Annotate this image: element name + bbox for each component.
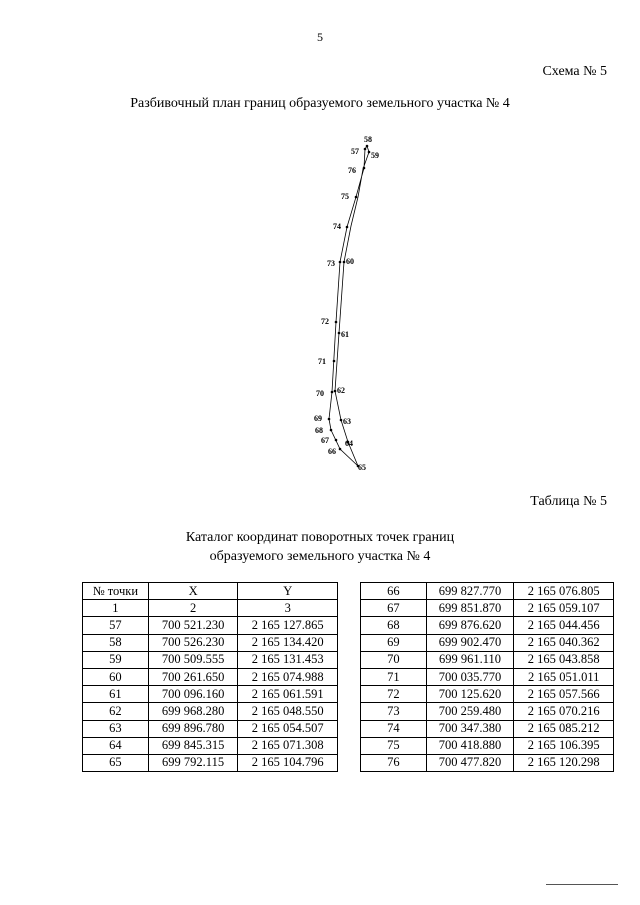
- point-58: [366, 145, 369, 148]
- point-number-cell: 69: [361, 634, 427, 651]
- coordinates-table-right: [360, 582, 614, 772]
- point-number-cell: 74: [361, 720, 427, 737]
- column-number: 3: [238, 600, 338, 617]
- point-label: 70: [316, 389, 324, 398]
- x-coordinate-cell: 700 035.770: [426, 668, 514, 685]
- point-number-cell: 59: [83, 651, 149, 668]
- point-label: 67: [321, 436, 329, 445]
- y-coordinate-cell: 2 165 120.298: [514, 754, 614, 771]
- header-x: X: [148, 583, 238, 600]
- table-row: [361, 703, 614, 720]
- table-row: [83, 754, 338, 771]
- point-68: [330, 429, 333, 432]
- point-label: 69: [314, 414, 322, 423]
- x-coordinate-cell: 700 521.230: [148, 617, 238, 634]
- header-point-number: № точки: [83, 583, 149, 600]
- point-number-cell: 57: [83, 617, 149, 634]
- point-label: 76: [348, 166, 356, 175]
- point-number-cell: 70: [361, 651, 427, 668]
- table-label: Таблица № 5: [530, 494, 607, 509]
- x-coordinate-cell: 699 876.620: [426, 617, 514, 634]
- y-coordinate-cell: 2 165 104.796: [238, 754, 338, 771]
- point-number-cell: 76: [361, 754, 427, 771]
- x-coordinate-cell: 699 902.470: [426, 634, 514, 651]
- point-number-cell: 62: [83, 703, 149, 720]
- point-72: [335, 321, 338, 324]
- y-coordinate-cell: 2 165 061.591: [238, 686, 338, 703]
- x-coordinate-cell: 699 968.280: [148, 703, 238, 720]
- y-coordinate-cell: 2 165 044.456: [514, 617, 614, 634]
- table-row: [83, 686, 338, 703]
- coordinates-table-left: [82, 582, 338, 772]
- y-coordinate-cell: 2 165 054.507: [238, 720, 338, 737]
- point-label: 64: [345, 439, 353, 448]
- header-y: Y: [238, 583, 338, 600]
- point-number-cell: 66: [361, 583, 427, 600]
- table-row: [361, 737, 614, 754]
- point-label: 66: [328, 447, 336, 456]
- point-number-cell: 60: [83, 668, 149, 685]
- y-coordinate-cell: 2 165 070.216: [514, 703, 614, 720]
- point-number-cell: 67: [361, 600, 427, 617]
- x-coordinate-cell: 699 896.780: [148, 720, 238, 737]
- point-number-cell: 64: [83, 737, 149, 754]
- table-row: [83, 668, 338, 685]
- x-coordinate-cell: 699 851.870: [426, 600, 514, 617]
- x-coordinate-cell: 700 418.880: [426, 737, 514, 754]
- point-75: [355, 196, 358, 199]
- x-coordinate-cell: 700 509.555: [148, 651, 238, 668]
- point-number-cell: 63: [83, 720, 149, 737]
- table-row: [83, 634, 338, 651]
- x-coordinate-cell: 700 477.820: [426, 754, 514, 771]
- point-label: 73: [327, 259, 335, 268]
- table-column-numbers-row: [83, 600, 338, 617]
- point-number-cell: 75: [361, 737, 427, 754]
- x-coordinate-cell: 700 096.160: [148, 686, 238, 703]
- table-row: [361, 651, 614, 668]
- point-label: 58: [364, 135, 372, 144]
- point-57: [364, 148, 367, 151]
- point-74: [346, 226, 349, 229]
- table-row: [361, 686, 614, 703]
- column-number: 1: [83, 600, 149, 617]
- y-coordinate-cell: 2 165 071.308: [238, 737, 338, 754]
- point-label: 71: [318, 357, 326, 366]
- point-69: [328, 418, 331, 421]
- point-60: [343, 261, 346, 264]
- point-label: 60: [346, 257, 354, 266]
- scheme-label: Схема № 5: [542, 64, 607, 79]
- point-label: 57: [351, 147, 359, 156]
- y-coordinate-cell: 2 165 106.395: [514, 737, 614, 754]
- column-number: 2: [148, 600, 238, 617]
- table-row: [361, 583, 614, 600]
- y-coordinate-cell: 2 165 059.107: [514, 600, 614, 617]
- point-59: [368, 151, 371, 154]
- table-row: [361, 617, 614, 634]
- point-62: [334, 390, 337, 393]
- table-row: [83, 737, 338, 754]
- catalog-title: [0, 528, 640, 566]
- point-61: [338, 332, 341, 335]
- point-label: 72: [321, 317, 329, 326]
- point-76: [363, 167, 366, 170]
- y-coordinate-cell: 2 165 134.420: [238, 634, 338, 651]
- x-coordinate-cell: 699 827.770: [426, 583, 514, 600]
- x-coordinate-cell: 700 347.380: [426, 720, 514, 737]
- footer-rule: [546, 884, 618, 885]
- point-63: [340, 419, 343, 422]
- table-header-row: [83, 583, 338, 600]
- table-row: [361, 754, 614, 771]
- x-coordinate-cell: 699 961.110: [426, 651, 514, 668]
- catalog-title-line1: Каталог координат поворотных точек границ: [185, 530, 455, 545]
- page-number: 5: [317, 30, 323, 44]
- x-coordinate-cell: 700 125.620: [426, 686, 514, 703]
- point-66: [339, 448, 342, 451]
- y-coordinate-cell: 2 165 085.212: [514, 720, 614, 737]
- x-coordinate-cell: 700 261.650: [148, 668, 238, 685]
- catalog-title-line2: образуемого земельного участка № 4: [209, 549, 431, 564]
- table-row: [83, 617, 338, 634]
- point-label: 74: [333, 222, 341, 231]
- table-row: [361, 720, 614, 737]
- y-coordinate-cell: 2 165 057.566: [514, 686, 614, 703]
- y-coordinate-cell: 2 165 040.362: [514, 634, 614, 651]
- point-number-cell: 68: [361, 617, 427, 634]
- y-coordinate-cell: 2 165 131.453: [238, 651, 338, 668]
- point-label: 61: [341, 330, 349, 339]
- table-row: [83, 703, 338, 720]
- table-row: [83, 720, 338, 737]
- point-70: [331, 391, 334, 394]
- x-coordinate-cell: 699 845.315: [148, 737, 238, 754]
- point-label: 75: [341, 192, 349, 201]
- point-label: 65: [358, 463, 366, 472]
- point-label: 59: [371, 151, 379, 160]
- point-67: [335, 439, 338, 442]
- plan-title: Разбивочный план границ образуемого земельного участка № 4: [130, 96, 510, 111]
- y-coordinate-cell: 2 165 051.011: [514, 668, 614, 685]
- table-row: [361, 668, 614, 685]
- table-row: [83, 651, 338, 668]
- x-coordinate-cell: 700 526.230: [148, 634, 238, 651]
- x-coordinate-cell: 699 792.115: [148, 754, 238, 771]
- point-number-cell: 61: [83, 686, 149, 703]
- point-label: 68: [315, 426, 323, 435]
- y-coordinate-cell: 2 165 076.805: [514, 583, 614, 600]
- point-number-cell: 58: [83, 634, 149, 651]
- y-coordinate-cell: 2 165 127.865: [238, 617, 338, 634]
- point-label: 63: [343, 417, 351, 426]
- point-71: [333, 360, 336, 363]
- point-number-cell: 72: [361, 686, 427, 703]
- boundary-plan: [300, 130, 400, 485]
- point-number-cell: 73: [361, 703, 427, 720]
- table-row: [361, 634, 614, 651]
- y-coordinate-cell: 2 165 048.550: [238, 703, 338, 720]
- table-row: [361, 600, 614, 617]
- point-73: [339, 261, 342, 264]
- point-number-cell: 71: [361, 668, 427, 685]
- x-coordinate-cell: 700 259.480: [426, 703, 514, 720]
- point-number-cell: 65: [83, 754, 149, 771]
- y-coordinate-cell: 2 165 043.858: [514, 651, 614, 668]
- point-label: 62: [337, 386, 345, 395]
- y-coordinate-cell: 2 165 074.988: [238, 668, 338, 685]
